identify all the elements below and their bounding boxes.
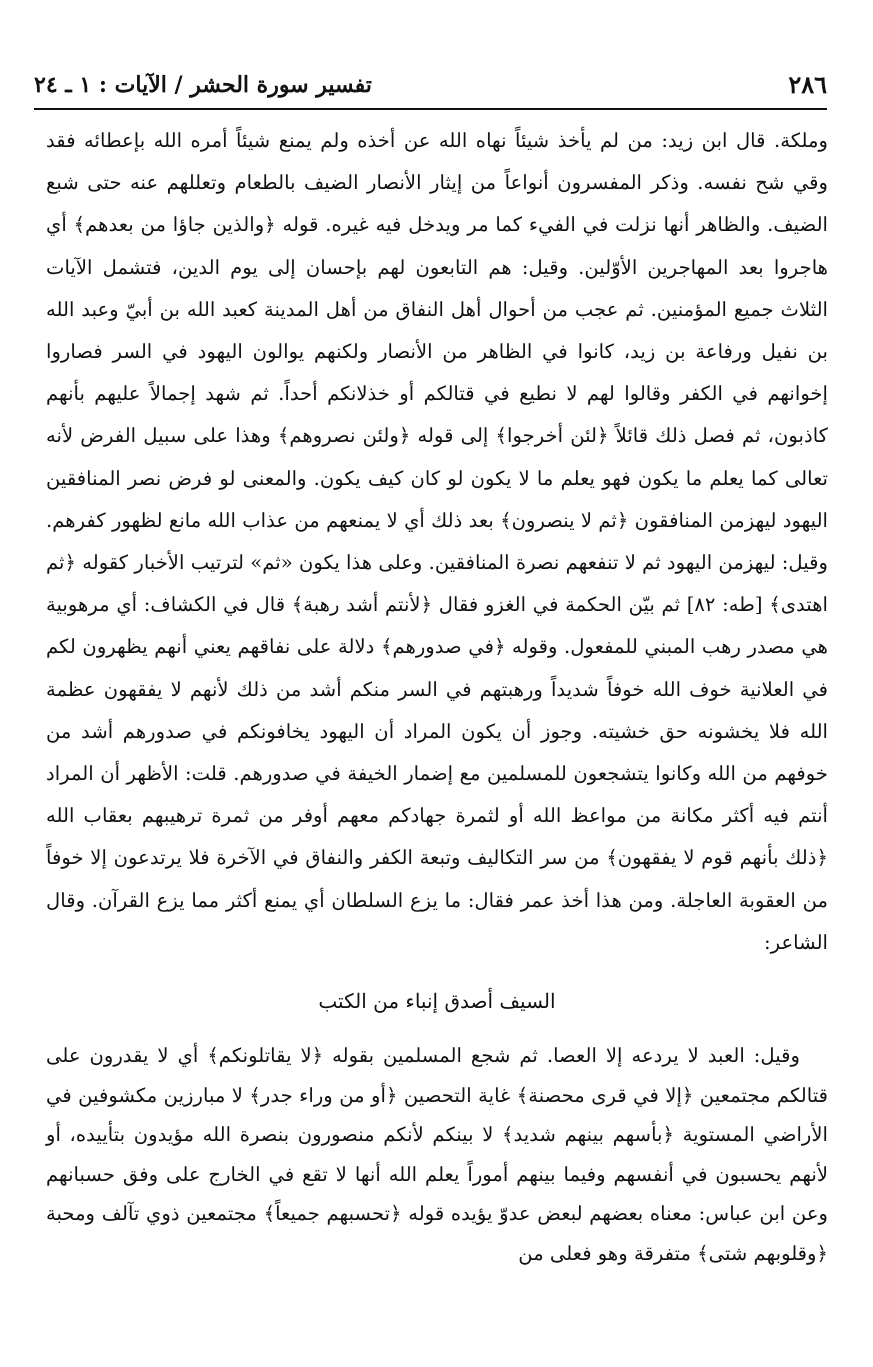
paragraph-1: وملكة. قال ابن زيد: من لم يأخذ شيئاً نهاه الله عن أخذه ولم يمنع شيئاً أمره الله بإعطائه فقد وقي شح نفسه. وذكر المفسرون أنواعاً من إيثار الأنصار الضيف بالطعام وتعللهم عنه حتى شبع الضيف. والظاهر أنها نزلت في الفيء كما مر ويدخل فيه غيره. قوله ﴿والذين جاؤا من بعدهم﴾ أي هاجروا بعد المهاجرين الأوّلين. وقيل: هم التابعون لهم بإحسان إلى يوم الدين، فتشمل الآيات الثلاث جميع المؤمنين. ثم عجب من أحوال أهل النفاق من أهل المدينة كعبد الله بن أبيّ وعبد الله بن نفيل ورفاعة بن زيد، كانوا في الظاهر من الأنصار ولكنهم يوالون اليهود في السر فصاروا إخوانهم في الكفر وقالوا لهم لا نطيع في قتالكم أو خذلانكم أحداً. ثم شهد إجمالاً عليهم بأنهم كاذبون، ثم فصل ذلك قائلاً ﴿لئن أخرجوا﴾ إلى قوله ﴿ولئن نصروهم﴾ وهذا على سبيل الفرض لأنه تعالى كما يعلم ما يكون فهو يعلم ما لا يكون لو كان كيف يكون. والمعنى لو فرض نصر المنافقين اليهود ليهزمن المنافقون ﴿ثم لا ينصرون﴾ بعد ذلك أي لا يمنعهم من عذاب الله مانع لظهور كفرهم. وقيل: ليهزمن اليهود ثم لا تنفعهم نصرة المنافقين. وعلى هذا يكون «ثم» لترتيب الأخبار كقوله ﴿ثم اهتدى﴾ [طه: ٨٢] ثم بيّن الحكمة في الغزو فقال ﴿لأنتم أشد رهبة﴾ قال في الكشاف: أي مرهوبية هي مصدر رهب المبني للمفعول. وقوله ﴿في صدورهم﴾ دلالة على نفاقهم يعني أنهم يظهرون لكم في العلانية خوف الله خوفاً شديداً ورهبتهم في السر منكم أشد من ذلك لأنهم لا يفقهون عظمة الله فلا يخشونه حق خشيته. وجوز أن يكون المراد أن اليهود يخافونكم في صدورهم أشد من خوفهم من الله وكانوا يتشجعون للمسلمين مع إضمار الخيفة في صدورهم. قلت: الأظهر أن المراد أنتم فيه أكثر مكانة من مواعظ الله أو لثمرة جهادكم معهم أوفر من ثمرة ترهيبهم بعقاب الله ﴿ذلك بأنهم قوم لا يفقهون﴾ من سر التكاليف وتبعة الكفر والنفاق في الآخرة فلا يرتدعون إلا خوفاً من العقوبة العاجلة. ومن هذا أخذ عمر فقال: ما يزع السلطان أي يمنع أكثر مما يزع القرآن. وقال الشاعر: [46,129,828,954]
continuation-text-block [46,1036,828,1274]
header-divider [34,108,827,110]
main-text-block [46,120,828,964]
page-number: ٢٨٦ [788,70,827,99]
running-header [34,70,827,104]
header-title: تفسير سورة الحشر / الآيات : ١ ـ ٢٤ [34,72,372,98]
paragraph-2: وقيل: العبد لا يردعه إلا العصا. ثم شجع المسلمين بقوله ﴿لا يقاتلونكم﴾ أي لا يقدرون على قتالكم مجتمعين ﴿إلا في قرى محصنة﴾ غاية التحصين ﴿أو من وراء جدر﴾ لا مبارزين مكشوفين في الأراضي المستوية ﴿بأسهم بينهم شديد﴾ لا بينكم لأنكم منصورون بنصرة الله مؤيدون بتأييده، أو لأنهم يحسبون في أنفسهم وفيما بينهم أموراً يعلم الله أنها لا تقع في الخارج على وفق حسبانهم وعن ابن عباس: معناه بعضهم لبعض عدوّ يؤيده قوله ﴿تحسبهم جميعاً﴾ مجتمعين ذوي تآلف ومحبة ﴿وقلوبهم شتى﴾ متفرقة وهو فعلى من [46,1044,828,1265]
poetry-verse: السيف أصدق إنباء من الكتب [318,989,556,1013]
